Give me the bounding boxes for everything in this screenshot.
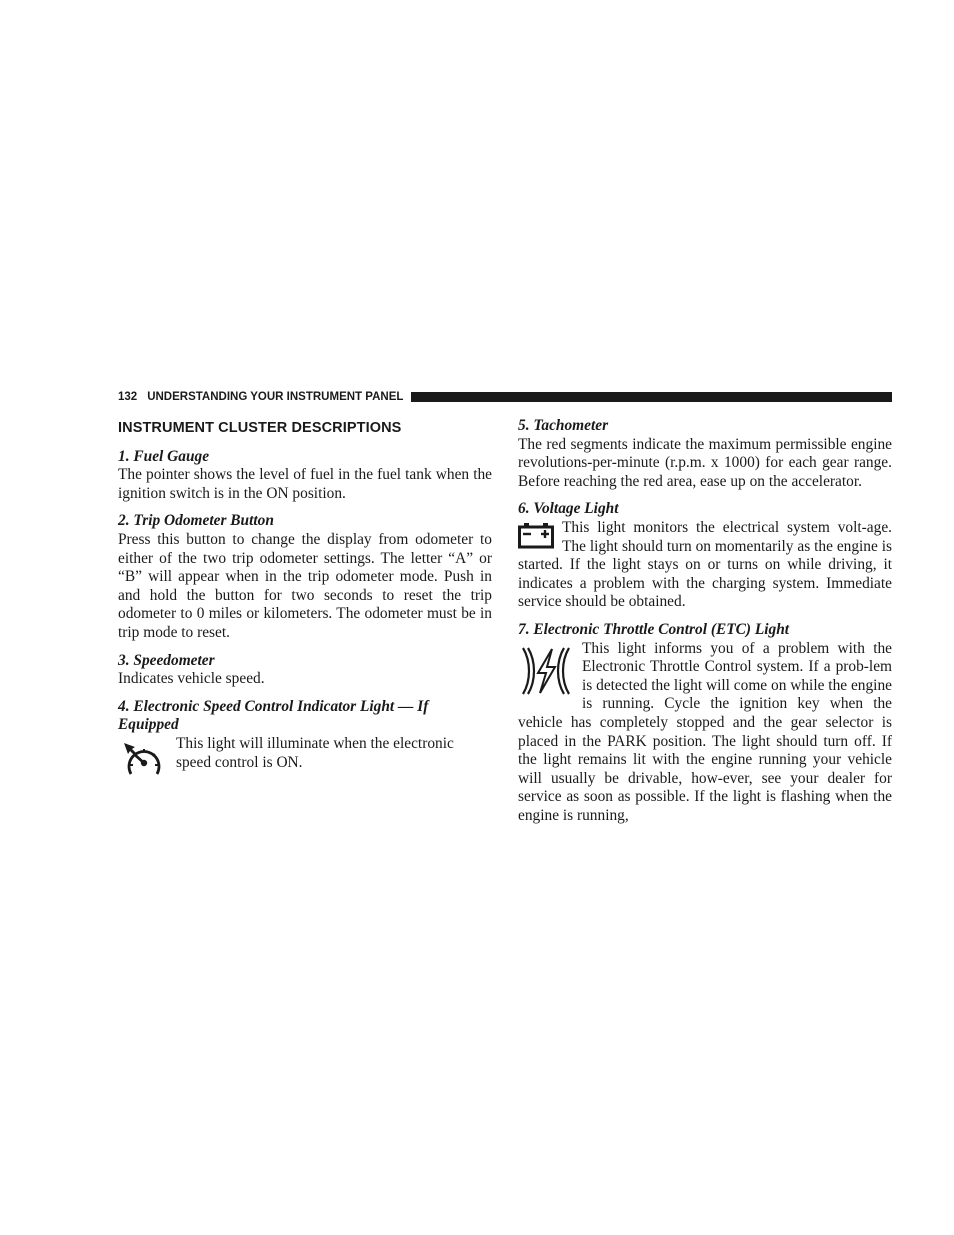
speed-control-block	[118, 735, 492, 781]
section-title: UNDERSTANDING YOUR INSTRUMENT PANEL	[147, 391, 404, 403]
left-column	[118, 417, 492, 781]
item-title-voltage-light: 6. Voltage Light	[518, 500, 619, 518]
page-header	[118, 390, 892, 404]
battery-icon	[518, 523, 554, 549]
item-title-speedometer: 3. Speedometer	[118, 651, 215, 669]
item-title-tachometer: 5. Tachometer	[518, 417, 609, 434]
item-body-voltage-light: This light monitors the electrical system volt-age. The light should turn on momentarily as the engine is started. If the light stays on or turns on while driving, it indicates a problem with the charging system. Immediate service should be obtained.	[518, 518, 892, 611]
section-heading: INSTRUMENT CLUSTER DESCRIPTIONS	[118, 420, 402, 436]
right-column	[518, 417, 892, 834]
item-body-speedometer: Indicates vehicle speed.	[118, 670, 265, 688]
item-body-speed-control: This light will illuminate when the electronic speed control is ON.	[176, 734, 454, 771]
item-body-fuel-gauge: The pointer shows the level of fuel in the fuel tank when the ignition switch is in the ON position.	[118, 466, 492, 502]
item-title-speed-control: 4. Electronic Speed Control Indicator Light — If Equipped	[118, 697, 429, 734]
header-rule	[411, 392, 892, 402]
item-body-trip-odometer: Press this button to change the display from odometer to either of the two trip odometer settings. The letter “A” or “B” will appear when in the trip odometer mode. Push in and hold the button for two seconds to reset the trip odometer to 0 miles or kilometers. The odometer must be in trip mode to reset.	[118, 530, 492, 641]
item-title-fuel-gauge: 1. Fuel Gauge	[118, 447, 210, 465]
item-body-etc-light: This light informs you of a problem with the Electronic Throttle Control system. If a prob-lem is detected the light will come on while the engine is running. Cycle the ignition key when the vehicle has completely stopped and the gear selector is placed in the PARK position. The light should turn off. If the light remains lit with the engine running your vehicle will usually be drivable, how-ever, see your dealer for service as soon as possible. If the light is flashing when the engine is running,	[518, 639, 892, 824]
item-title-etc-light: 7. Electronic Throttle Control (ETC) Light	[518, 620, 790, 638]
speed-control-icon	[122, 741, 164, 781]
item-body-tachometer: The red segments indicate the maximum permissible engine revolutions-per-minute (r.p.m. x 1000) for each gear range. Before reaching the red area, ease up on the accelerator.	[518, 435, 892, 490]
etc-icon	[520, 646, 572, 696]
item-title-trip-odometer: 2. Trip Odometer Button	[118, 512, 274, 530]
voltage-block	[518, 519, 892, 612]
page-number: 132	[118, 391, 138, 403]
etc-block	[518, 640, 892, 826]
